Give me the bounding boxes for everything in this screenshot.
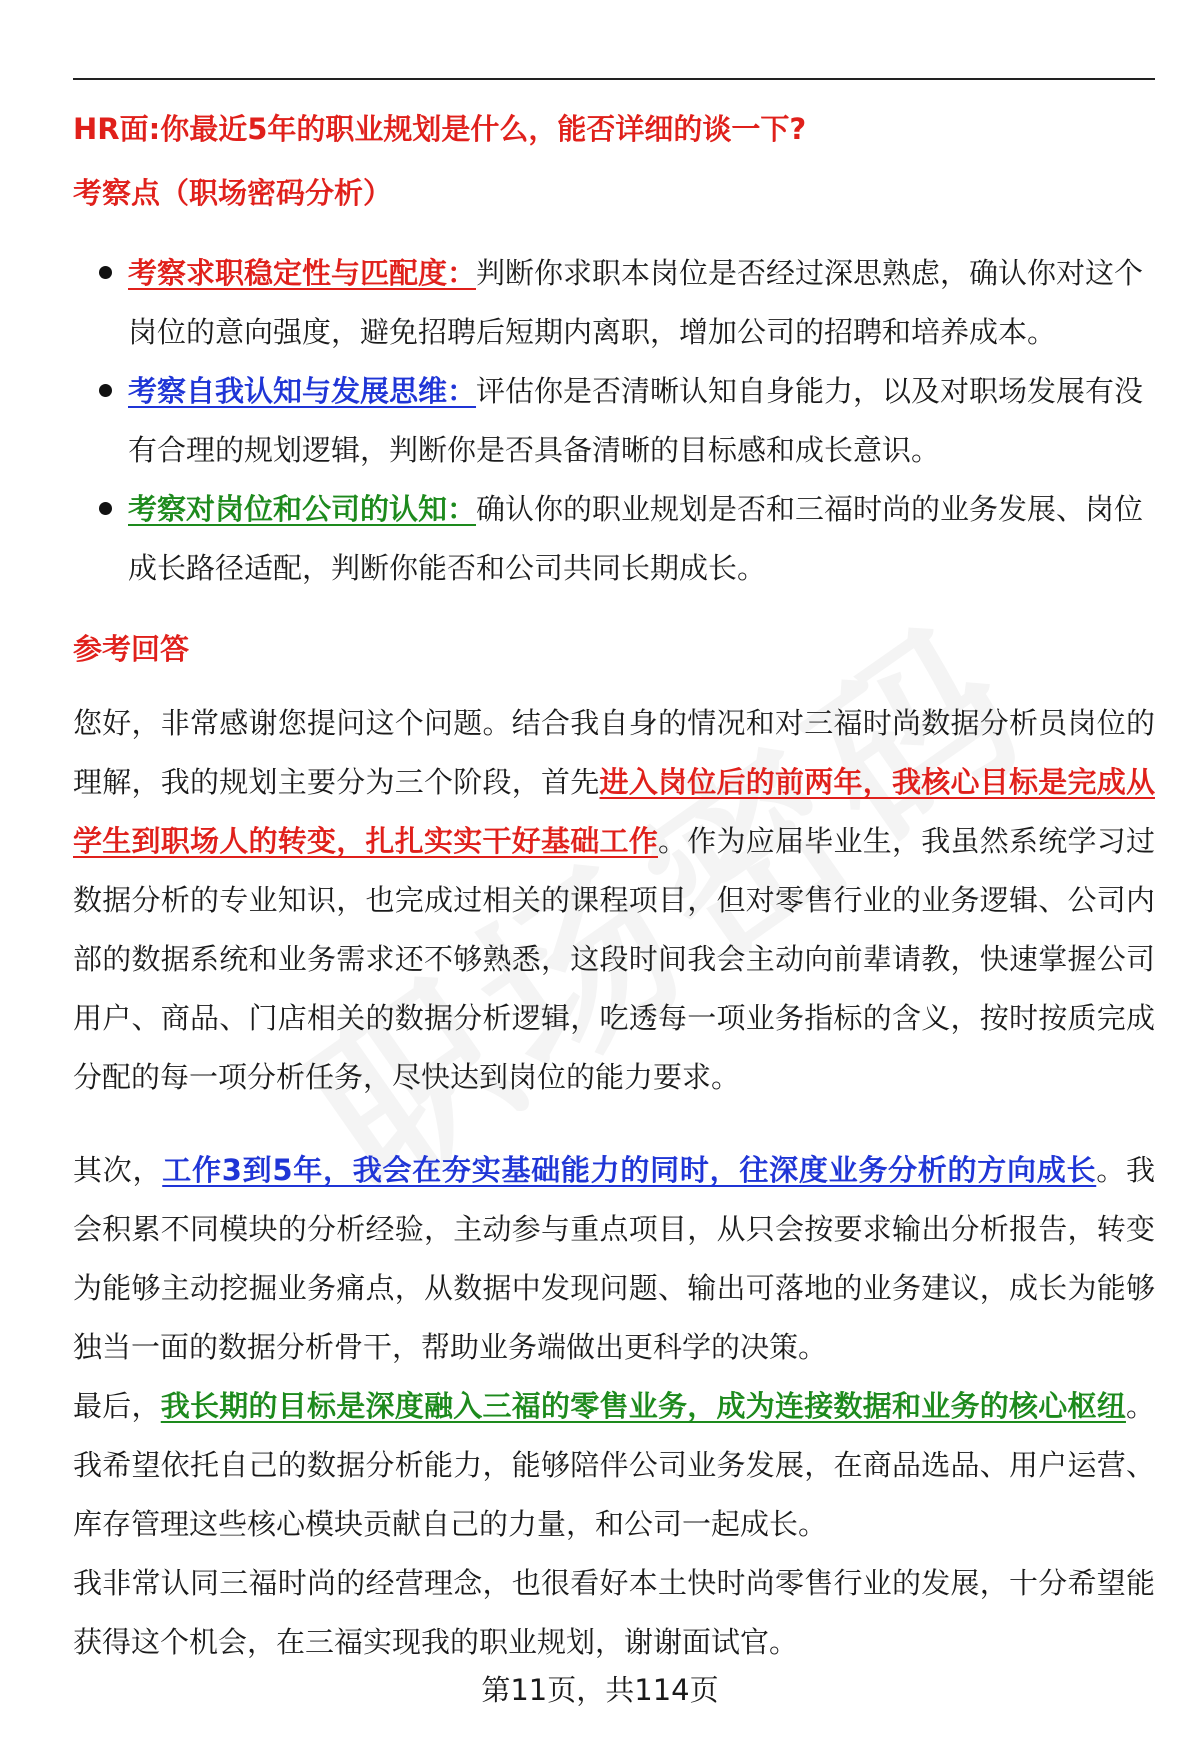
top-divider [73, 78, 1155, 80]
bullet-icon [99, 266, 112, 279]
analysis-list [73, 244, 1155, 598]
page-number: 第11页，共114页 [481, 1673, 719, 1707]
answer-paragraph-1 [73, 694, 1155, 1107]
bullet-icon [99, 502, 112, 515]
bullet-keyword: 考察对岗位和公司的认知： [128, 492, 477, 526]
paragraph-text: 。我会积累不同模块的分析经验，主动参与重点项目，从只会按要求输出分析报告，转变为能够主动挖掘业务痛点，从数据中发现问题、输出可落地的业务建议，成长为能够独当一面的数据分析骨干，帮助业务端做出更科学的决策。 [73, 1153, 1155, 1364]
answer-paragraph-3 [73, 1377, 1155, 1554]
bullet-keyword: 考察求职稳定性与匹配度： [128, 256, 477, 290]
bullet-keyword: 考察自我认知与发展思维： [128, 374, 477, 408]
bullet-text: 判断你求职本岗位是否经过深思熟虑，确认你对这个岗位的意向强度，避免招聘后短期内离职，增加公司的招聘和培养成本。 [128, 256, 1144, 349]
highlight-text: 我长期的目标是深度融入三福的零售业务，成为连接数据和业务的核心枢纽 [160, 1389, 1126, 1423]
list-item [73, 362, 1155, 480]
bullet-text: 确认你的职业规划是否和三福时尚的业务发展、岗位成长路径适配，判断你能否和公司共同长期成长。 [128, 492, 1144, 585]
answer-paragraph-2 [73, 1141, 1155, 1377]
document-body [73, 108, 1155, 1672]
paragraph-text: 您好，非常感谢您提问这个问题。结合我自身的情况和对三福时尚数据分析员岗位的理解，我的规划主要分为三个阶段，首先 [73, 706, 1155, 799]
bullet-text: 评估你是否清晰认知自身能力，以及对职场发展有没有合理的规划逻辑，判断你是否具备清晰的目标感和成长意识。 [128, 374, 1144, 467]
question-heading: HR面:你最近5年的职业规划是什么，能否详细的谈一下? [73, 112, 807, 146]
highlight-text: 工作3到5年，我会在夯实基础能力的同时，往深度业务分析的方向成长 [162, 1153, 1097, 1187]
paragraph-text: 最后， [73, 1389, 161, 1423]
analysis-heading: 考察点（职场密码分析） [73, 176, 393, 210]
answer-paragraph-4: 我非常认同三福时尚的经营理念，也很看好本土快时尚零售行业的发展，十分希望能获得这个机会，在三福实现我的职业规划，谢谢面试官。 [73, 1566, 1155, 1659]
bullet-icon [99, 384, 112, 397]
list-item [73, 244, 1155, 362]
highlight-text: 进入岗位后的前两年，我核心目标是完成从学生到职场人的转变，扎扎实实干好基础工作 [73, 765, 1155, 858]
reference-heading: 参考回答 [73, 632, 190, 666]
paragraph-text: 其次， [73, 1153, 163, 1187]
paragraph-text: 。我希望依托自己的数据分析能力，能够陪伴公司业务发展，在商品选品、用户运营、库存管理这些核心模块贡献自己的力量，和公司一起成长。 [73, 1389, 1155, 1541]
list-item [73, 480, 1155, 598]
paragraph-text: 。作为应届毕业生，我虽然系统学习过数据分析的专业知识，也完成过相关的课程项目，但对零售行业的业务逻辑、公司内部的数据系统和业务需求还不够熟悉，这段时间我会主动向前辈请教，快速掌握公司用户、商品、门店相关的数据分析逻辑，吃透每一项业务指标的含义，按时按质完成分配的每一项分析任务，尽快达到岗位的能力要求。 [73, 824, 1155, 1094]
